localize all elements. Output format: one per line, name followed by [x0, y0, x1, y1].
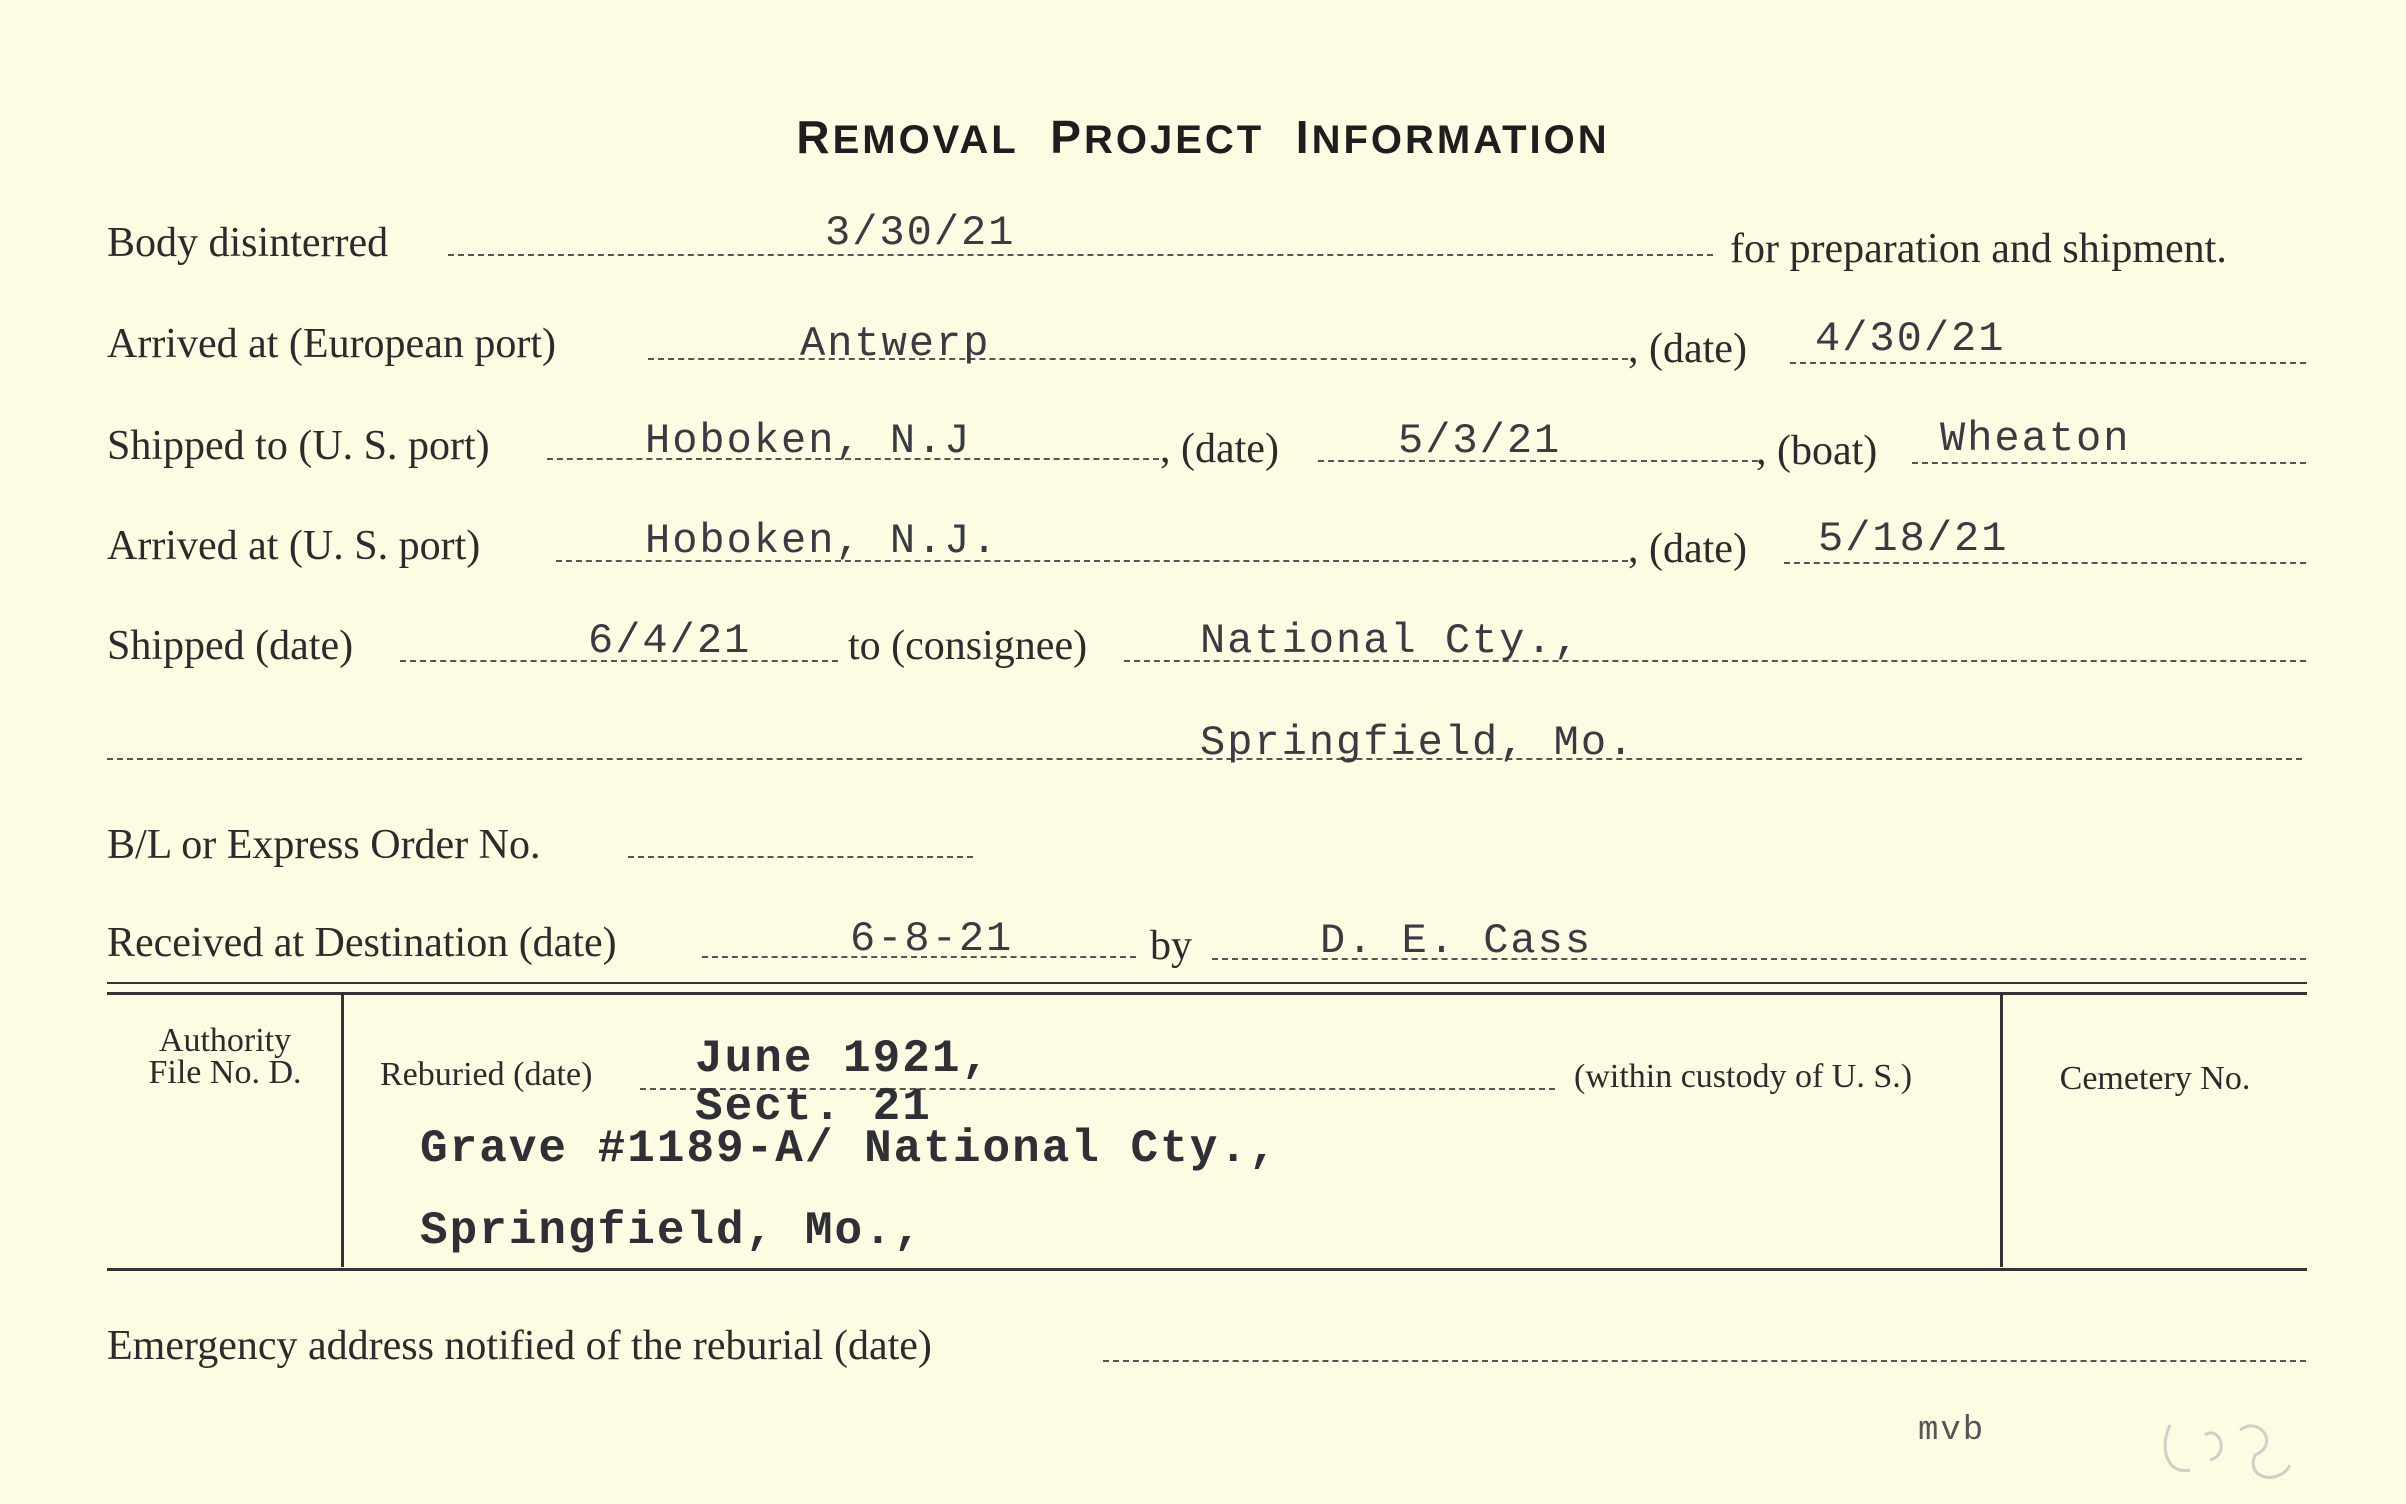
received-by-value: D. E. Cass: [1320, 917, 1593, 965]
title-word2-cap: P: [1050, 111, 1084, 163]
received-by-label: by: [1150, 923, 1192, 969]
disinterred-label: Body disinterred: [107, 220, 389, 266]
emergency-label: Emergency address notified of the reburial (date): [107, 1323, 932, 1369]
arrived-us-date-label: , (date): [1628, 526, 1747, 572]
arrived-us-label: Arrived at (U. S. port): [107, 523, 481, 569]
box-divider-left: [341, 995, 344, 1267]
shipped-us-value: Hoboken, N.J: [645, 417, 972, 465]
box-top-rule-1: [107, 982, 2307, 984]
consignee-value: National Cty.,: [1200, 617, 1581, 665]
received-date-value: 6-8-21: [850, 915, 1014, 963]
arrived-us-date-value: 5/18/21: [1818, 515, 2009, 563]
arrived-europe-date-label: , (date): [1628, 326, 1747, 372]
shipped-date-value: 6/4/21: [588, 617, 752, 665]
reburied-value: June 1921,: [695, 1033, 992, 1085]
disinterred-line: [448, 254, 1713, 256]
box-divider-right: [2000, 995, 2003, 1267]
pencil-scribble: [2150, 1385, 2310, 1495]
disinterred-value: 3/30/21: [825, 209, 1016, 257]
reburied-section: Sect. 21: [695, 1081, 932, 1133]
card-title: [0, 110, 2406, 164]
grave-line-1: Grave #1189-A/ National Cty.,: [420, 1123, 1279, 1175]
shipped-label: Shipped (date): [107, 623, 354, 669]
cemetery-label: Cemetery No.: [2059, 1060, 2251, 1097]
shipped-us-boat-label: , (boat): [1756, 428, 1878, 474]
arrived-europe-value: Antwerp: [800, 320, 991, 368]
shipped-us-date-value: 5/3/21: [1398, 417, 1562, 465]
bl-label: B/L or Express Order No.: [107, 822, 541, 868]
box-top-rule-2: [107, 992, 2307, 995]
shipped-us-label: Shipped to (U. S. port): [107, 423, 490, 469]
authority-label-1: Authority: [158, 1022, 292, 1059]
title-word1-rest: EMOVAL: [832, 118, 1019, 162]
arrived-europe-line: [648, 358, 1628, 360]
grave-line-2: Springfield, Mo.,: [420, 1205, 924, 1257]
box-bottom-rule: [107, 1268, 2307, 1271]
received-label: Received at Destination (date): [107, 920, 617, 966]
shipped-us-boat-value: Wheaton: [1940, 415, 2131, 463]
arrived-europe-date-value: 4/30/21: [1815, 315, 2006, 363]
authority-label-2: File No. D.: [148, 1054, 302, 1091]
disinterred-suffix: for preparation and shipment.: [1730, 226, 2227, 272]
title-word3-rest: NFORMATION: [1311, 118, 1610, 162]
consignee-value-2: Springfield, Mo.: [1200, 719, 1636, 767]
clerk-initials: mvb: [1918, 1412, 1986, 1450]
title-word3-cap: I: [1295, 111, 1312, 163]
arrived-europe-label: Arrived at (European port): [107, 321, 556, 367]
title-word2-rest: ROJECT: [1083, 118, 1265, 162]
bl-line: [628, 856, 973, 858]
arrived-us-value: Hoboken, N.J.: [645, 517, 999, 565]
reburied-label: Reburied (date): [380, 1056, 593, 1093]
shipped-us-date-label: , (date): [1160, 426, 1279, 472]
emergency-line: [1103, 1360, 2306, 1362]
consignee-label: to (consignee): [848, 623, 1088, 669]
title-word1-cap: R: [796, 111, 833, 163]
custody-label: (within custody of U. S.): [1574, 1058, 1913, 1095]
